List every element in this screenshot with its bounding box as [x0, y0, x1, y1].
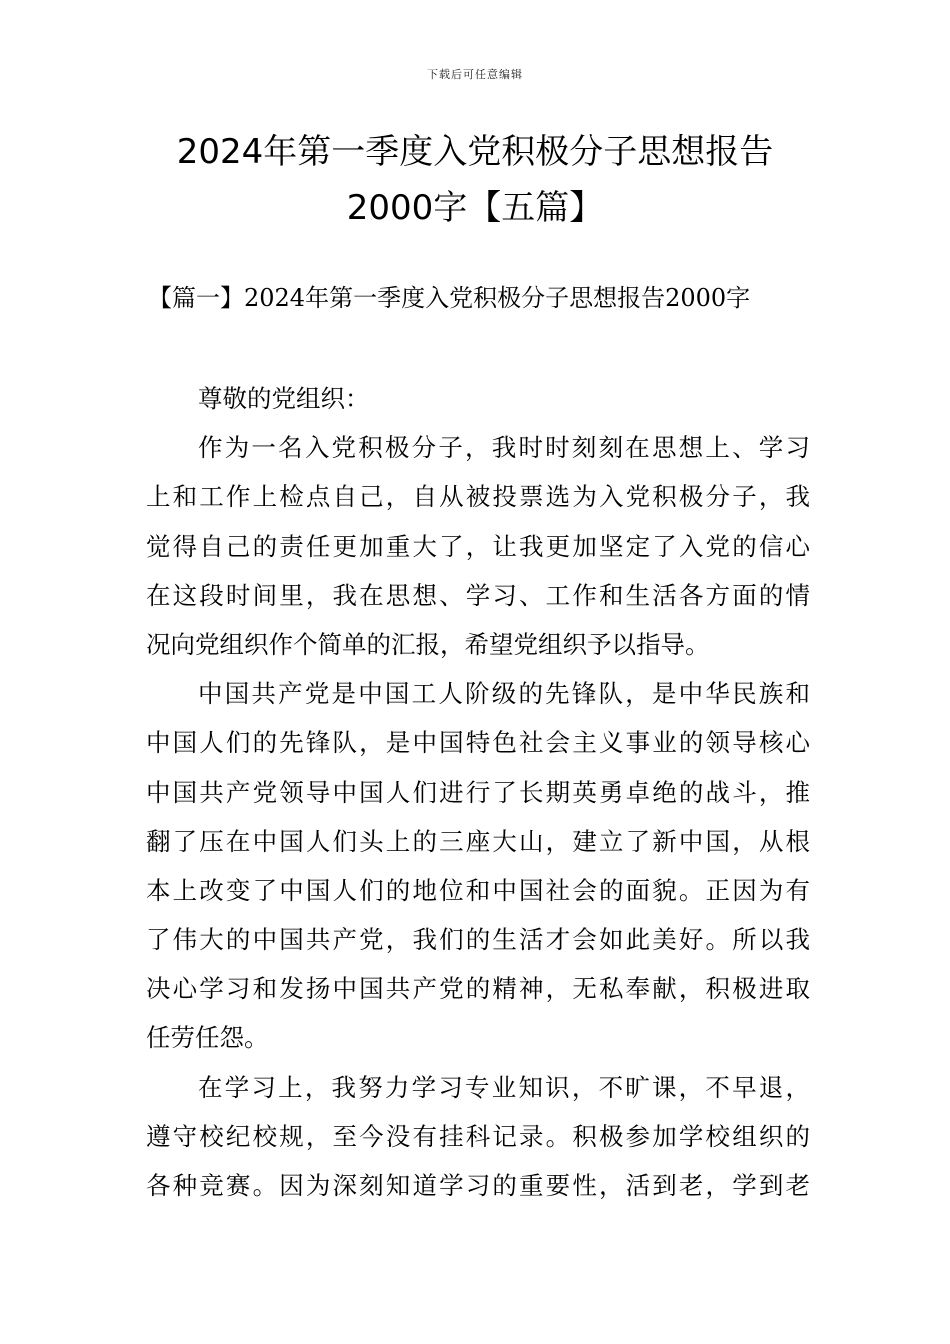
- document-title-line-1: 2024年第一季度入党积极分子思想报告: [176, 132, 774, 172]
- paragraph-2-line: 本上改变了中国人们的地位和中国社会的面貌。正因为有: [146, 875, 810, 905]
- paragraph-2-line: 中国共产党领导中国人们进行了长期英勇卓绝的战斗，推: [146, 777, 810, 807]
- paragraph-2-line: 中国人们的先锋队，是中国特色社会主义事业的领导核心: [146, 728, 810, 758]
- paragraph-1-line: 况向党组织作个简单的汇报，希望党组织予以指导。: [146, 629, 710, 659]
- paragraph-1-line: 在这段时间里，我在思想、学习、工作和生活各方面的情: [146, 580, 810, 610]
- document-title: [100, 124, 850, 236]
- paragraph-2-line: 任劳任怨。: [146, 1023, 269, 1053]
- paragraph-1-line: 作为一名入党积极分子，我时时刻刻在思想上、学习: [198, 433, 810, 463]
- salutation-line: 尊敬的党组织：: [198, 384, 370, 413]
- paragraph-2-line: 了伟大的中国共产党，我们的生活才会如此美好。所以我: [146, 925, 810, 955]
- paragraph-3-line: 遵守校纪校规，至今没有挂科记录。积极参加学校组织的: [146, 1121, 810, 1151]
- paragraph-2-line: 中国共产党是中国工人阶级的先锋队，是中华民族和: [198, 679, 810, 709]
- paragraph-1-line: 觉得自己的责任更加重大了，让我更加坚定了入党的信心: [146, 531, 810, 561]
- paragraph-3-line: 在学习上，我努力学习专业知识，不旷课，不早退，: [198, 1072, 810, 1102]
- paragraph-3-line: 各种竞赛。因为深刻知道学习的重要性，活到老，学到老: [146, 1171, 810, 1200]
- section-heading: 【篇一】2024年第一季度入党积极分子思想报告2000字: [148, 284, 751, 312]
- paragraph-2-line: 决心学习和发扬中国共产党的精神，无私奉献，积极进取: [146, 974, 810, 1004]
- paragraph-1-line: 上和工作上检点自己，自从被投票选为入党积极分子，我: [146, 482, 810, 512]
- body-text: [146, 374, 810, 1210]
- document-title-line-2: 2000字【五篇】: [346, 188, 604, 228]
- page-header-note: 下载后可任意编辑: [427, 68, 523, 81]
- paragraph-2-line: 翻了压在中国人们头上的三座大山，建立了新中国，从根: [146, 826, 810, 856]
